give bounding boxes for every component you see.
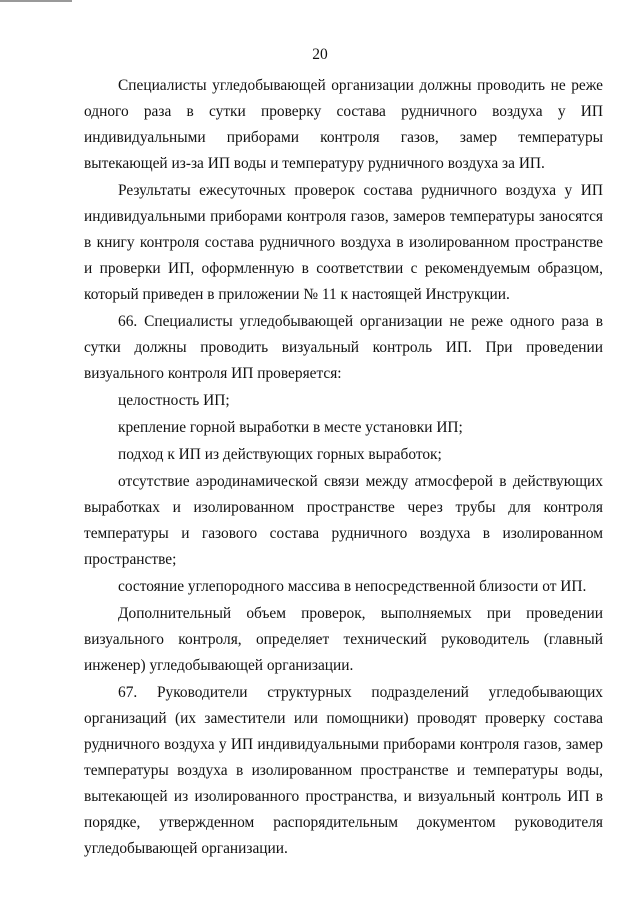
paragraph-gas-check-duty: Специалисты угледобывающей организации должны проводить не реже одного раза в сутки проверку состава рудничного воздуха у ИП индивидуальными приборами контроля газов, замер температуры вытекающей из-за ИП воды и температуру рудничного воздуха за ИП.: [84, 77, 603, 172]
list-item-support: крепление горной выработки в месте установки ИП;: [118, 419, 463, 436]
list-item-rock-mass: состояние углепородного массива в непосредственной близости от ИП.: [118, 578, 587, 595]
document-body: [84, 73, 603, 863]
scan-edge-mark: [0, 0, 72, 2]
list-item-aerodynamic-link: отсутствие аэродинамической связи между атмосферой в действующих выработках и изолированном пространстве через трубы для контроля температуры и газового состава рудничного воздуха в изолированном пространстве;: [84, 473, 603, 568]
page-number: 20: [312, 46, 328, 63]
paragraph-additional-checks: Дополнительный объем проверок, выполняемых при проведении визуального контроля, определяет технический руководитель (главный инженер) угледобывающей организации.: [84, 605, 603, 674]
paragraph-check-results-log: Результаты ежесуточных проверок состава рудничного воздуха у ИП индивидуальными приборами контроля газов, замеров температуры заносятся в книгу контроля состава рудничного воздуха в изолированном пространстве и проверки ИП, оформленную в соответствии с рекомендуемым образцом, который приведен в приложении № 11 к настоящей Инструкции.: [84, 182, 603, 303]
list-item-integrity: целостность ИП;: [118, 392, 230, 409]
paragraph-item-67: 67. Руководители структурных подразделений угледобывающих организаций (их заместители или помощники) проводят проверку состава рудничного воздуха у ИП индивидуальными приборами контроля газов, замер температуры воздуха в изолированном пространстве и температуры воды, вытекающей из изолированного пространства, и визуальный контроль ИП в порядке, утвержденном распорядительным документом руководителя угледобывающей организации.: [84, 684, 603, 857]
list-item-access: подход к ИП из действующих горных выработок;: [118, 446, 442, 463]
paragraph-item-66: 66. Специалисты угледобывающей организации не реже одного раза в сутки должны проводить визуальный контроль ИП. При проведении визуального контроля ИП проверяется:: [84, 313, 603, 382]
